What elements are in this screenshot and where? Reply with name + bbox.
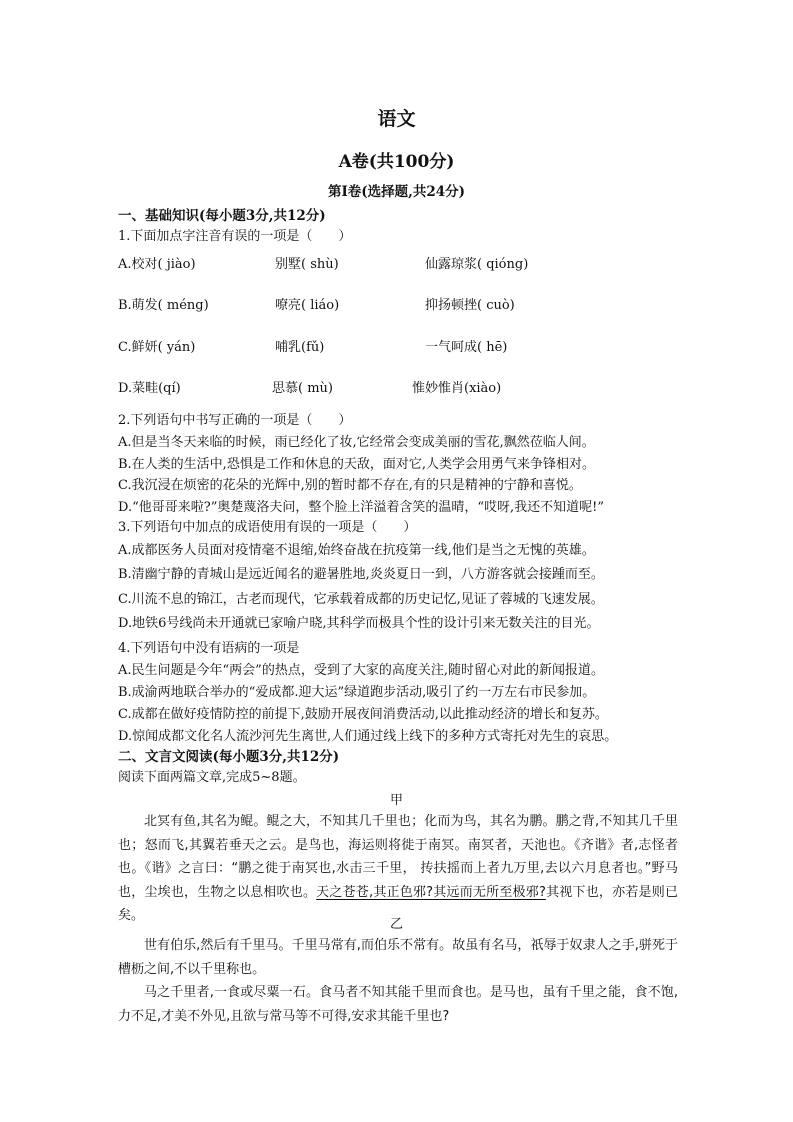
- q1-option-a-2: 别墅( shù): [275, 257, 339, 272]
- section1-title: 一、基础知识(每小题3分,共12分): [118, 208, 326, 224]
- q3-option-d: D.地铁6号线尚未开通就已家喻户晓,其科学而极具个性的设计引来无数关注的目光。: [118, 616, 600, 631]
- q4-option-d: D.惊闻成都文化名人流沙河先生离世,人们通过线上线下的多种方式寄托对先生的哀思。: [118, 729, 618, 744]
- passage-a-underlined: 天之苍苍,其正色邪?其远而无所至极邪?: [316, 884, 546, 900]
- q1-stem: 1.下面加点字注音有误的一项是（ ）: [118, 229, 352, 244]
- q4-option-a: A.民生问题是今年“两会”的热点，受到了大家的高度关注,随时留心对此的新闻报道。: [118, 663, 604, 678]
- passage-a-text-after: 其视下也，亦若是则已矣。: [118, 884, 678, 923]
- subject-title: 语文: [377, 108, 416, 130]
- part-one-title: 第Ⅰ卷(选择题,共24分): [327, 184, 466, 200]
- q1-option-c-1: C.鲜妍( yán): [118, 340, 196, 355]
- q3-option-c: C.川流不息的锦江，古老而现代，它承载着成都的历史记忆,见证了蓉城的飞速发展。: [118, 592, 604, 607]
- q2-option-d: D.“他哥哥来啦?”奥楚蔑洛夫问，整个脸上洋溢着含笑的温晴，“哎呀,我还不知道呢!”: [118, 500, 605, 515]
- q1-option-d-3: 惟妙惟肖(xiào): [412, 381, 502, 396]
- q1-option-b-3: 抑扬顿挫( cuò): [425, 298, 515, 313]
- q4-stem: 4.下列语句中没有语病的一项是: [118, 641, 300, 656]
- passage-a-text-before: 北冥有鱼,其名为鲲。鲲之大，不知其几千里也；化而为鸟，其名为鹏。鹏之背,不知其几千里也；怒而飞,其翼若垂天之云。是鸟也，海运则将徙于南冥。南冥者，天池也。《齐谐》者,志怪者也。《谐》之言曰：“鹏之徙于南冥也,水击三千里， 抟扶摇而上者九万里,去以六月息者也。”野马也，尘埃也，生物之以息相吹也。: [118, 814, 678, 900]
- q1-option-c-2: 哺乳(fǔ): [275, 340, 325, 355]
- q2-option-c: C.我沉浸在烦密的花朵的光辉中,别的暂时都不存在,有的只是精神的宁静和喜悦。: [118, 478, 582, 493]
- q1-option-d-2: 思慕( mù): [272, 381, 333, 396]
- q3-stem: 3.下列语句中加点的成语使用有误的一项是（ ）: [118, 520, 417, 535]
- q2-option-a: A.但是当冬天来临的时候，雨已经化了妆,它经常会变成美丽的雪花,飘然莅临人间。: [118, 435, 595, 450]
- q1-option-a-3: 仙露琼浆( qióng): [425, 257, 529, 272]
- q3-option-b: B.清幽宁静的青城山是远近闻名的避暑胜地,炎炎夏日一到，八方游客就会接踵而至。: [118, 567, 604, 582]
- q2-stem: 2.下列语句中书写正确的一项是（ ）: [118, 413, 352, 428]
- passage-b-para2: 马之千里者,一食或尽粟一石。食马者不知其能千里而食也。是马也，虽有千里之能，食不饱,力不足,才美不外见,且欲与常马等不可得,安求其能千里也?: [118, 985, 678, 1024]
- section2-intro: 阅读下面两篇文章,完成5~8题。: [118, 770, 306, 785]
- q1-option-c-3: 一气呵成( hē): [425, 340, 508, 355]
- volume-title: A卷(共100分): [338, 152, 455, 172]
- passage-a-text: [118, 810, 678, 928]
- q4-option-b: B.成渝两地联合举办的“爱成都.迎大运”绿道跑步活动,吸引了约一万左右市民参加。: [118, 685, 596, 700]
- q1-option-a-1: A.校对( jiào): [118, 257, 196, 272]
- passage-b-label: 乙: [389, 917, 403, 932]
- q4-option-c: C.成都在做好疫情防控的前提下,鼓励开展夜间消费活动,以此推动经济的增长和复苏。: [118, 707, 608, 722]
- q3-option-a: A.成都医务人员面对疫情毫不退缩,始终奋战在抗疫第一线,他们是当之无愧的英雄。: [118, 543, 595, 558]
- q1-option-b-2: 嘹亮( liáo): [275, 298, 340, 313]
- q1-option-b-1: B.萌发( méng): [118, 298, 209, 313]
- passage-a-label: 甲: [389, 793, 403, 808]
- passage-b-para1: 世有伯乐,然后有千里马。千里马常有,而伯乐不常有。故虽有名马，祇辱于奴隶人之手,骈死于槽枥之间,不以千里称也。: [118, 938, 678, 977]
- q2-option-b: B.在人类的生活中,恐惧是工作和休息的天敌，面对它,人类学会用勇气来争锋相对。: [118, 457, 595, 472]
- section2-title: 二、文言文阅读(每小题3分,共12分): [118, 749, 340, 765]
- q1-option-d-1: D.菜畦(qí): [118, 381, 181, 396]
